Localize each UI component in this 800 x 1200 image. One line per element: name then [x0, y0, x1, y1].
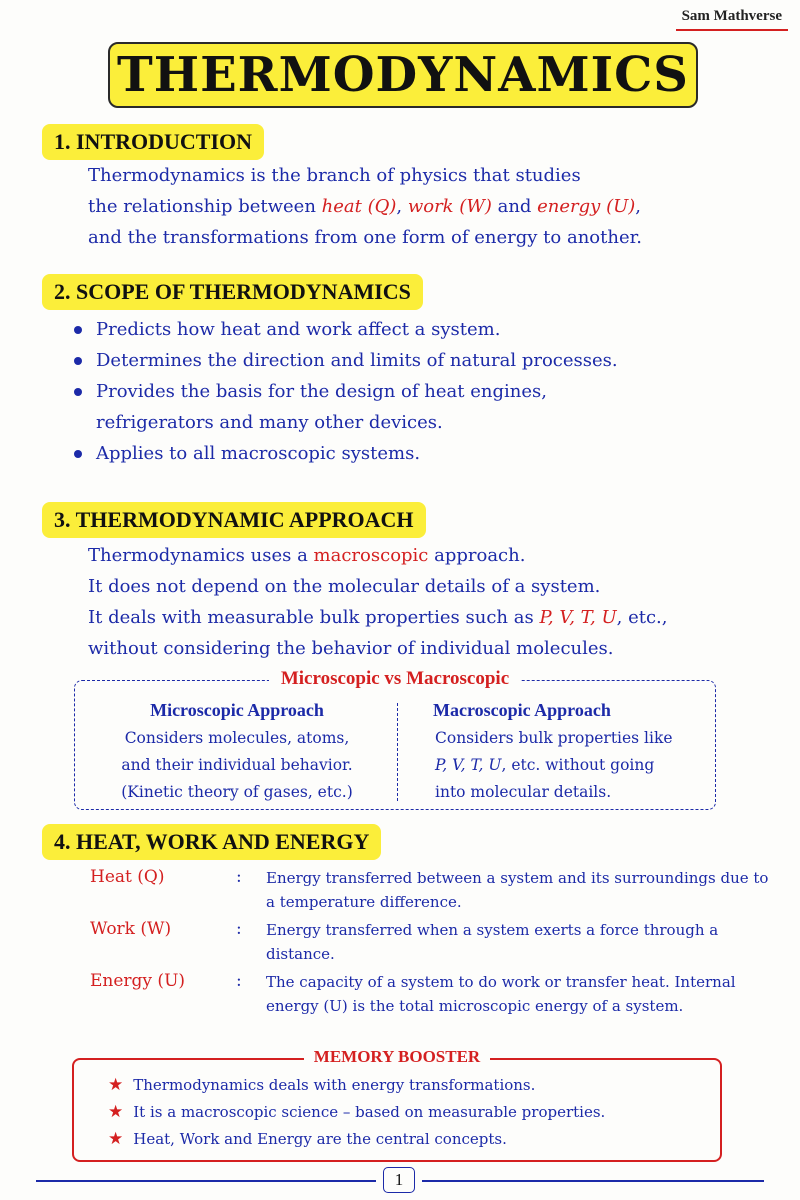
microscopic-line: (Kinetic theory of gases, etc.)	[121, 783, 353, 801]
star-icon: ★	[108, 1075, 124, 1095]
approach-line-3-pre: It deals with measurable bulk properties such as	[88, 607, 540, 628]
definition-term: Heat (Q)	[90, 867, 165, 887]
macroscopic-line: Considers bulk properties like	[435, 729, 673, 747]
approach-line-3-post: , etc.,	[616, 607, 668, 628]
approach-line-4: without considering the behavior of individual molecules.	[88, 638, 614, 659]
term-energy: energy (U)	[537, 196, 636, 217]
microscopic-line: Considers molecules, atoms,	[124, 729, 350, 747]
list-item	[108, 1072, 605, 1099]
memory-booster-box	[72, 1047, 722, 1162]
brand-underline	[676, 29, 788, 31]
memory-text: Thermodynamics deals with energy transformations.	[133, 1076, 536, 1094]
bullet-text: Determines the direction and limits of natural processes.	[96, 350, 618, 371]
definition-row	[90, 968, 770, 1044]
comparison-box	[74, 668, 716, 810]
intro-comma-1: ,	[396, 196, 408, 217]
definition-row	[90, 916, 770, 968]
comparison-divider	[397, 703, 398, 801]
approach-line-1-pre: Thermodynamics uses a	[88, 545, 314, 566]
intro-line-2-pre: the relationship between	[88, 196, 322, 217]
definition-colon: :	[236, 867, 242, 887]
definition-term: Work (W)	[90, 919, 172, 939]
approach-line-1-post: approach.	[428, 545, 526, 566]
bullet-text: Provides the basis for the design of heat engines,	[96, 381, 547, 402]
macroscopic-heading: Macroscopic Approach	[433, 700, 611, 720]
star-icon: ★	[108, 1102, 124, 1122]
heading-scope: 2. SCOPE OF THERMODYNAMICS	[42, 274, 423, 310]
bullet-icon	[74, 388, 82, 396]
definition-colon: :	[236, 971, 242, 991]
term-macroscopic: macroscopic	[313, 545, 429, 566]
macroscopic-column	[411, 697, 711, 806]
bullet-icon	[74, 326, 82, 334]
list-item	[108, 1099, 605, 1126]
microscopic-heading: Microscopic Approach	[150, 700, 324, 720]
intro-paragraph	[88, 160, 642, 253]
term-work: work (W)	[407, 196, 492, 217]
heading-approach: 3. THERMODYNAMIC APPROACH	[42, 502, 426, 538]
approach-line-2: It does not depend on the molecular details of a system.	[88, 576, 601, 597]
list-item	[70, 376, 618, 438]
microscopic-column	[87, 697, 387, 806]
memory-booster-title: MEMORY BOOSTER	[304, 1047, 490, 1066]
intro-line-3: and the transformations from one form of energy to another.	[88, 227, 642, 248]
macroscopic-line-2-post: , etc. without going	[501, 756, 655, 774]
definition-text: The capacity of a system to do work or transfer heat. Internal energy (U) is the total microscopic energy of a system.	[266, 973, 736, 1015]
list-item	[108, 1126, 605, 1153]
heading-introduction: 1. INTRODUCTION	[42, 124, 264, 160]
intro-line-1: Thermodynamics is the branch of physics that studies	[88, 165, 581, 186]
microscopic-line: and their individual behavior.	[121, 756, 353, 774]
bullet-text-continuation: refrigerators and many other devices.	[96, 412, 443, 433]
definition-row	[90, 864, 770, 916]
list-item	[70, 438, 618, 469]
definition-term: Energy (U)	[90, 971, 186, 991]
macroscopic-line: into molecular details.	[435, 783, 612, 801]
heading-heat-work-energy: 4. HEAT, WORK AND ENERGY	[42, 824, 381, 860]
approach-line-1	[88, 540, 667, 571]
footer-line-left	[36, 1180, 376, 1182]
brand-name: Sam Mathverse	[681, 8, 782, 24]
definition-text: Energy transferred between a system and its surroundings due to a temperature difference.	[266, 869, 769, 911]
list-item	[70, 314, 618, 345]
comparison-title: Microscopic vs Macroscopic	[269, 668, 521, 689]
intro-and: and	[491, 196, 538, 217]
scope-bullet-list	[70, 314, 618, 469]
approach-paragraph	[88, 540, 667, 664]
definition-text: Energy transferred when a system exerts a force through a distance.	[266, 921, 719, 963]
bullet-text: Predicts how heat and work affect a system.	[96, 319, 501, 340]
page-number: 1	[383, 1167, 415, 1193]
page-title: THERMODYNAMICS	[108, 42, 698, 108]
term-heat: heat (Q)	[321, 196, 397, 217]
state-variables: P, V, T, U	[539, 607, 617, 628]
bullet-icon	[74, 450, 82, 458]
memory-text: Heat, Work and Energy are the central concepts.	[133, 1130, 507, 1148]
intro-line-2	[88, 191, 642, 222]
bullet-icon	[74, 357, 82, 365]
memory-text: It is a macroscopic science – based on measurable properties.	[133, 1103, 606, 1121]
macroscopic-variables: P, V, T, U	[435, 756, 502, 774]
list-item	[70, 345, 618, 376]
star-icon: ★	[108, 1129, 124, 1149]
macroscopic-line	[435, 752, 711, 779]
intro-comma-2: ,	[635, 196, 642, 217]
definition-list	[90, 864, 770, 1044]
definition-colon: :	[236, 919, 242, 939]
memory-booster-list	[108, 1072, 605, 1153]
footer-line-right	[422, 1180, 764, 1182]
approach-line-3	[88, 602, 667, 633]
bullet-text: Applies to all macroscopic systems.	[96, 443, 421, 464]
